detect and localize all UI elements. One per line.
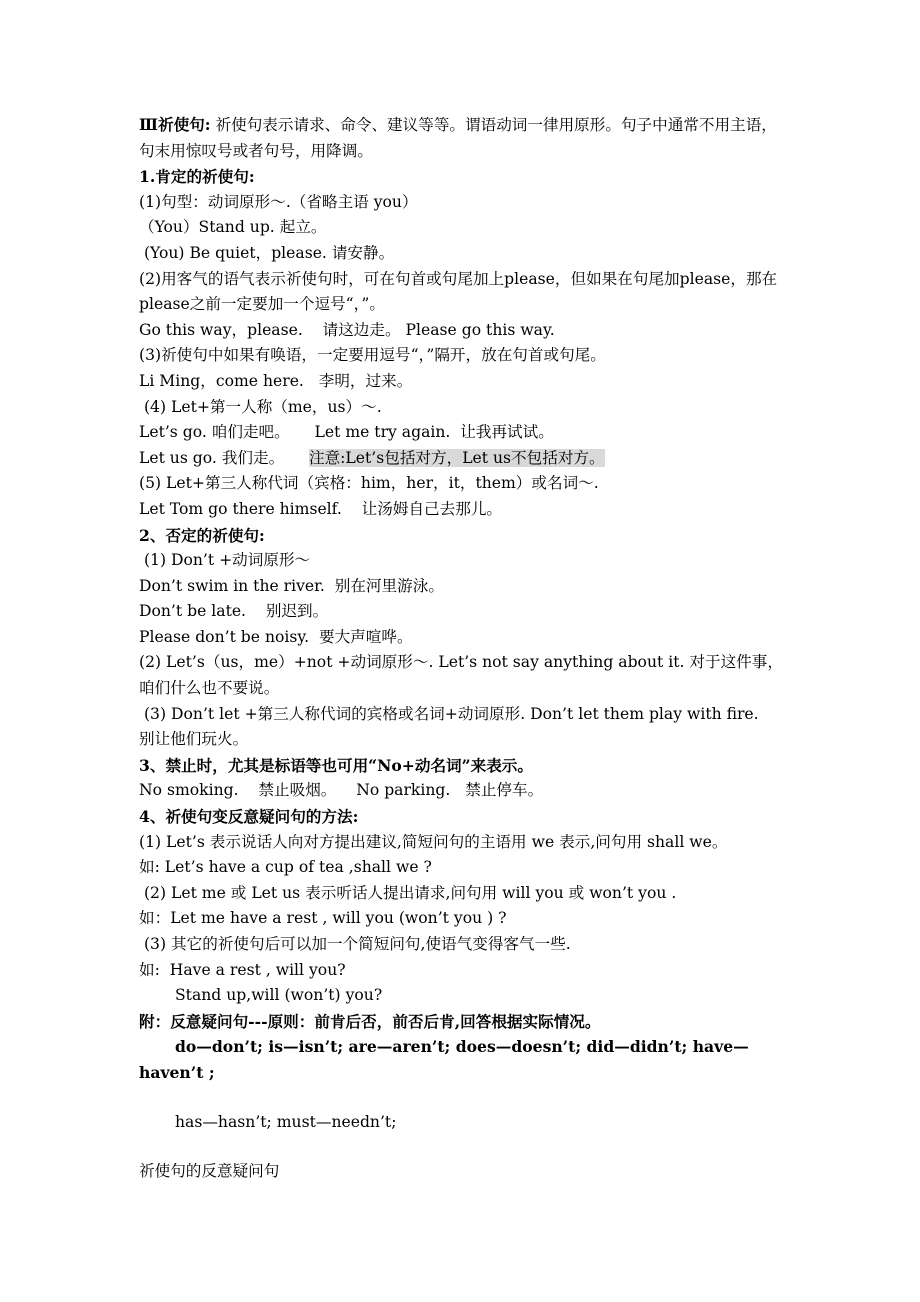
- sec1-example-1: （You）Stand up. 起立。: [139, 218, 327, 237]
- sec4-point-3: (3) 其它的祈使句后可以加一个简短问句,使语气变得客气一些.: [139, 935, 571, 953]
- sec1-example-3: Go this way，please. 请这边走。 Please go this way.: [139, 320, 555, 339]
- sec1-point-4: (4) Let+第一人称（me，us）～.: [139, 397, 382, 416]
- sec4-example-3: 如: Have a rest , will you?: [139, 960, 346, 979]
- sec1-example-2: (You) Be quiet，please. 请安静。: [139, 243, 395, 262]
- sec4-example-4: Stand up,will (won’t) you?: [175, 986, 383, 1005]
- sec1-example-6: [139, 446, 789, 472]
- sec1-example-5: Let’s go. 咱们走吧。 Let me try again. 让我再试试。: [139, 423, 554, 442]
- section-1-title: 1.肯定的祈使句:: [139, 167, 255, 187]
- intro-paragraph: [139, 112, 789, 164]
- sec1-example-7: Let Tom go there himself. 让汤姆自己去那儿。: [139, 499, 503, 518]
- sec2-example-2: Don’t be late. 别迟到。: [139, 602, 329, 621]
- sec2-example-1: Don’t swim in the river. 别在河里游泳。: [139, 576, 444, 595]
- sec2-point-2: (2) Let’s（us，me）+not +动词原形～. Let’s not say anything about it. 对于这件事，咱们什么也不要说。: [139, 653, 783, 698]
- sec4-point-1: (1) Let’s 表示说话人向对方提出建议,简短问句的主语用 we 表示,问句用 shall we。: [139, 832, 728, 851]
- appendix-list-1: do—don’t; is—isn’t; are—aren’t; does—doesn’t; did—didn’t; have—haven’t ;: [139, 1037, 749, 1082]
- section-2-title: 2、否定的祈使句:: [139, 525, 265, 545]
- highlighted-note: 注意:Let’s包括对方，Let us不包括对方。: [308, 448, 605, 467]
- spacer-2: [139, 1135, 789, 1159]
- sec1-point-5: (5) Let+第三人称代词（宾格：him，her，it，them）或名词～.: [139, 474, 599, 493]
- sec1-point-1: (1)句型：动词原形～.（省略主语 you）: [139, 192, 418, 211]
- sec3-example-1: No smoking. 禁止吸烟。 No parking. 禁止停车。: [139, 781, 544, 800]
- intro-heading: Ⅲ祈使句: [139, 115, 205, 134]
- sec4-point-2: (2) Let me 或 Let us 表示听话人提出请求,问句用 will you 或 won’t you .: [139, 883, 677, 902]
- sec1-example-4: Li Ming，come here. 李明，过来。: [139, 371, 413, 390]
- document-page: [139, 112, 913, 1185]
- sec4-example-2: 如：Let me have a rest , will you (won’t you ) ?: [139, 909, 507, 928]
- appendix-list-2: has—hasn’t; must—needn’t;: [175, 1112, 397, 1131]
- footer-heading: 祈使句的反意疑问句: [139, 1162, 280, 1181]
- sec1-example-6-text: Let us go. 我们走。: [139, 448, 309, 467]
- intro-colon: :: [204, 115, 211, 134]
- spacer: [139, 1086, 789, 1110]
- appendix-title: 附：反意疑问句---原则：前肯后否，前否后肯,回答根据实际情况。: [139, 1011, 601, 1031]
- sec1-point-3: (3)祈使句中如果有唤语，一定要用逗号“，”隔开，放在句首或句尾。: [139, 346, 606, 365]
- sec2-point-3: (3) Don’t let +第三人称代词的宾格或名词+动词原形. Don’t let them play with fire. 别让他们玩火。: [139, 704, 913, 749]
- sec2-example-3: Please don’t be noisy. 要大声喧哗。: [139, 627, 413, 646]
- sec2-point-1: (1) Don’t +动词原形～: [139, 551, 311, 570]
- sec1-point-2: (2)用客气的语气表示祈使句时，可在句首或句尾加上please，但如果在句尾加please，那在please之前一定要加一个逗号“，”。: [139, 269, 778, 314]
- section-4-title: 4、祈使句变反意疑问句的方法:: [139, 807, 359, 827]
- section-3-title: 3、禁止时，尤其是标语等也可用“No+动名词”来表示。: [139, 755, 533, 775]
- sec4-example-1: 如: Let’s have a cup of tea ,shall we ?: [139, 858, 432, 877]
- intro-text: 祈使句表示请求、命令、建议等等。谓语动词一律用原形。句子中通常不用主语，句末用惊叹号或者句号，用降调。: [139, 116, 777, 160]
